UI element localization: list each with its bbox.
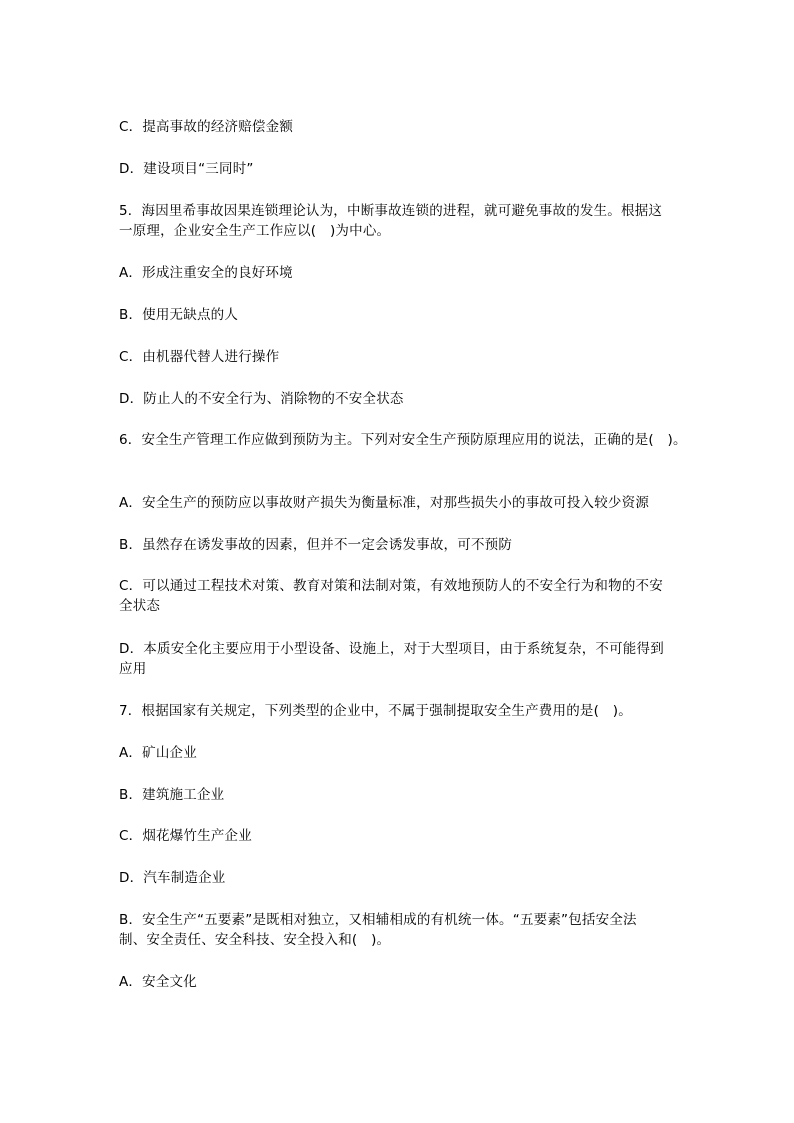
q5-stem-line2: 一原理，企业安全生产工作应以( )为中心。 <box>119 223 391 239</box>
q8-option-a: A．安全文化 <box>119 974 197 990</box>
q6-option-d-line1: D．本质安全化主要应用于小型设备、设施上，对于大型项目，由于系统复杂，不可能得到 <box>119 641 664 657</box>
q5-stem-line1: 5．海因里希事故因果连锁理论认为，中断事故连锁的进程，就可避免事故的发生。根据这 <box>119 203 663 219</box>
q6-option-a: A．安全生产的预防应以事故财产损失为衡量标准，对那些损失小的事故可投入较少资源 <box>119 495 650 511</box>
q5-option-b: B．使用无缺点的人 <box>119 307 239 323</box>
q5-option-c: C．由机器代替人进行操作 <box>119 349 280 365</box>
q6-stem-line1: 6．安全生产管理工作应做到预防为主。下列对安全生产预防原理应用的说法，正确的是( )。 <box>119 432 687 448</box>
q8-stem-line1: B．安全生产“五要素”是既相对独立，又相辅相成的有机统一体。“五要素”包括安全法 <box>119 912 637 928</box>
q7-option-b: B．建筑施工企业 <box>119 787 225 803</box>
q4-option-d: D．建设项目“三同时” <box>119 161 254 177</box>
q6-option-d-line2: 应用 <box>119 661 147 677</box>
q7-option-a: A．矿山企业 <box>119 745 197 761</box>
q8-stem-line2: 制、安全责任、安全科技、安全投入和( )。 <box>119 932 391 948</box>
q7-stem-line1: 7．根据国家有关规定，下列类型的企业中，不属于强制提取安全生产费用的是( )。 <box>119 703 632 719</box>
q4-option-c: C．提高事故的经济赔偿金额 <box>119 119 294 135</box>
q7-option-c: C．烟花爆竹生产企业 <box>119 828 252 844</box>
q6-option-c-line1: C．可以通过工程技术对策、教育对策和法制对策，有效地预防人的不安全行为和物的不安 <box>119 578 663 594</box>
q5-option-a: A．形成注重安全的良好环境 <box>119 265 293 281</box>
q7-option-d: D．汽车制造企业 <box>119 870 226 886</box>
q6-option-c-line2: 全状态 <box>119 598 161 614</box>
q5-option-d: D．防止人的不安全行为、消除物的不安全状态 <box>119 391 404 407</box>
q6-option-b: B．虽然存在诱发事故的因素，但并不一定会诱发事故，可不预防 <box>119 537 513 553</box>
